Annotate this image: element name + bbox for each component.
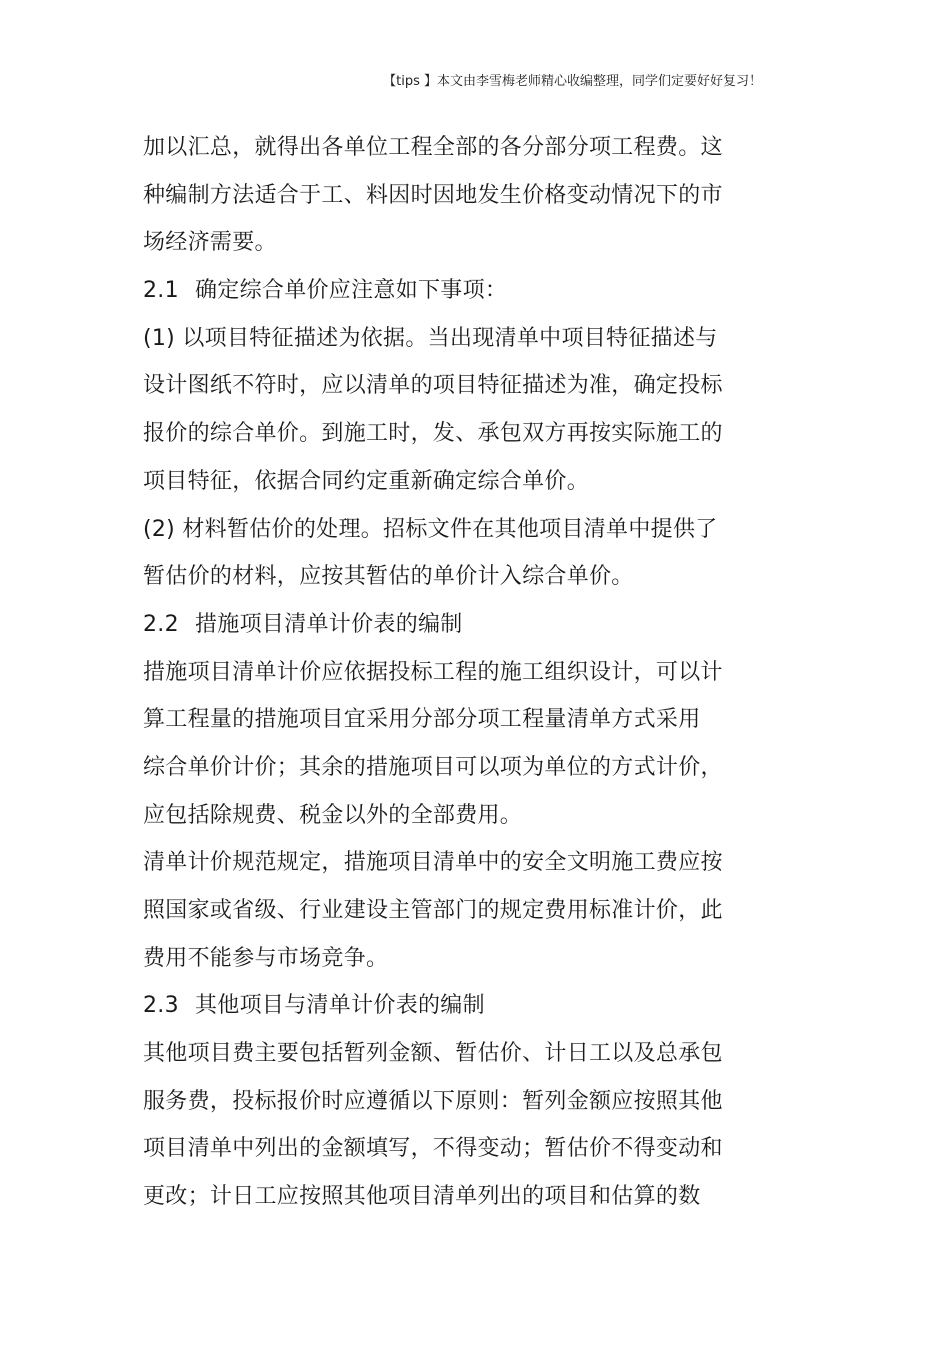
line-text: 算工程量的措施项目宜采用分部分项工程量清单方式采用 (143, 707, 701, 733)
section-heading-2-1 (143, 267, 743, 315)
line-text: 设计图纸不符时，应以清单的项目特征描述为准，确定投标 (143, 373, 723, 399)
line-text: 种编制方法适合于工、料因时因地发生价格变动情况下的市 (143, 182, 723, 208)
line-text: 加以汇总，就得出各单位工程全部的各分部分项工程费。这 (143, 135, 723, 160)
text-line (143, 362, 743, 410)
line-text: 综合单价计价；其余的措施项目可以项为单位的方式计价， (143, 754, 723, 780)
text-line (143, 935, 743, 983)
text-line (143, 410, 743, 458)
line-text: 其他项目费主要包括暂列金额、暂估价、计日工以及总承包 (143, 1041, 723, 1067)
section-title: 其他项目与清单计价表的编制 (195, 993, 485, 1019)
line-text: 暂估价的材料，应按其暂估的单价计入综合单价。 (143, 564, 634, 590)
text-line (143, 649, 743, 697)
section-heading-2-2 (143, 601, 743, 649)
text-line (143, 124, 743, 172)
text-line (143, 1125, 743, 1173)
line-text: 照国家或省级、行业建设主管部门的规定费用标准计价，此 (143, 898, 723, 923)
text-line (143, 315, 743, 363)
line-text: 更改；计日工应按照其他项目清单列出的项目和估算的数 (143, 1184, 701, 1210)
text-line (143, 887, 743, 935)
line-text: 报价的综合单价。到施工时，发、承包双方再按实际施工的 (143, 421, 723, 447)
line-text: (1) 以项目特征描述为依据。当出现清单中项目特征描述与 (143, 325, 718, 351)
header-tips-note: 【tips 】本文由李雪梅老师精心收编整理，同学们定要好好复习！ (383, 74, 762, 89)
line-text: 清单计价规范规定，措施项目清单中的安全文明施工费应按 (143, 850, 723, 876)
text-line (143, 458, 743, 506)
line-text: (2) 材料暂估价的处理。招标文件在其他项目清单中提供了 (143, 516, 718, 542)
text-line (143, 553, 743, 601)
line-text: 场经济需要。 (143, 230, 277, 256)
line-text: 应包括除规费、税金以外的全部费用。 (143, 802, 523, 828)
section-title: 措施项目清单计价表的编制 (195, 611, 463, 637)
section-heading-2-3 (143, 982, 743, 1030)
text-line (143, 839, 743, 887)
text-line (143, 219, 743, 267)
line-text: 项目清单中列出的金额填写，不得变动；暂估价不得变动和 (143, 1136, 723, 1162)
section-number: 2.1 (143, 278, 179, 304)
text-line (143, 506, 743, 554)
document-body (143, 124, 743, 1221)
line-text: 费用不能参与市场竞争。 (143, 945, 389, 971)
line-text: 服务费，投标报价时应遵循以下原则：暂列金额应按照其他 (143, 1088, 723, 1114)
text-line (143, 744, 743, 792)
text-line (143, 172, 743, 220)
line-text: 措施项目清单计价应依据投标工程的施工组织设计，可以计 (143, 659, 723, 685)
line-text: 项目特征，依据合同约定重新确定综合单价。 (143, 468, 590, 494)
text-line (143, 1173, 743, 1221)
text-line (143, 792, 743, 840)
section-title: 确定综合单价应注意如下事项： (195, 278, 508, 304)
text-line (143, 696, 743, 744)
text-line (143, 1030, 743, 1078)
section-number: 2.3 (143, 993, 179, 1019)
text-line (143, 1078, 743, 1126)
section-number: 2.2 (143, 611, 179, 637)
